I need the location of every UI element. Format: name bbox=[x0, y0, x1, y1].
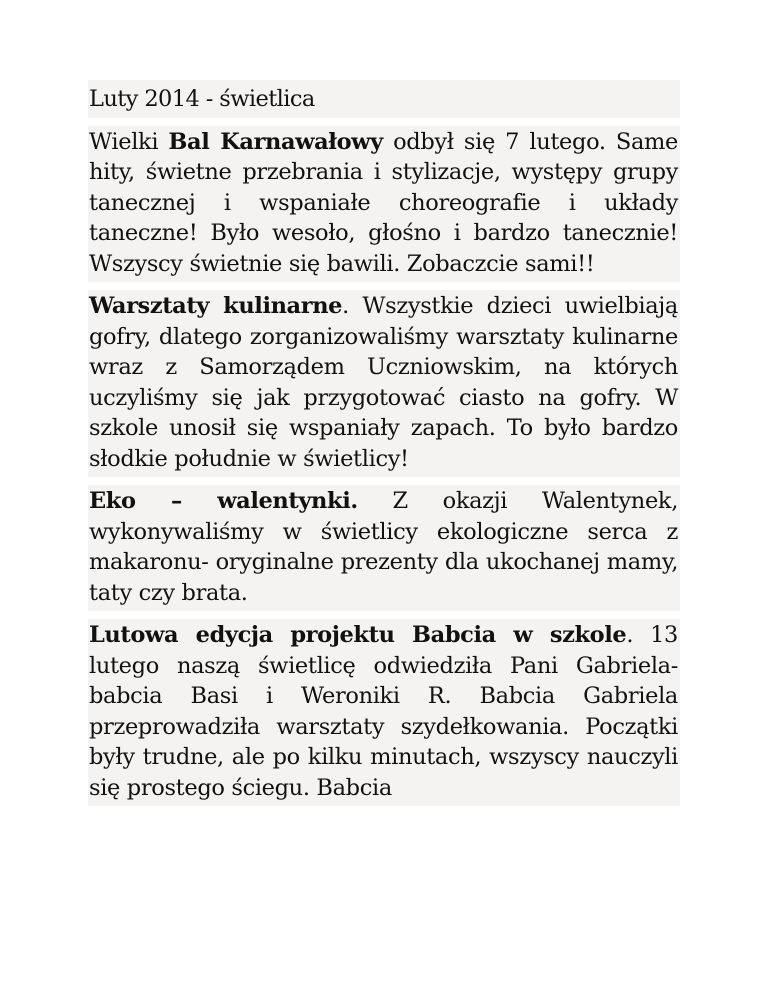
paragraph-heading: Eko – walentynki. bbox=[89, 488, 358, 514]
paragraph-eco-valentines bbox=[88, 485, 680, 611]
paragraph-prefix: Wielki bbox=[89, 128, 169, 155]
document-title: Luty 2014 - świetlica bbox=[88, 80, 680, 118]
document-page bbox=[88, 80, 680, 994]
paragraph-grandma-project bbox=[88, 619, 680, 806]
paragraph-heading: Bal Karnawałowy bbox=[168, 128, 383, 155]
paragraph-carnival-ball bbox=[88, 126, 680, 283]
paragraph-body: odbył się 7 lutego. Same hity, świetne przebrania i stylizacje, występy grupy tanecznej i wspaniałe choreografie i układy taneczne! Było wesoło, głośno i bardzo tanecznie! Wszyscy świetnie się bawili. Zobaczcie sami!! bbox=[89, 128, 678, 277]
paragraph-cooking-workshop bbox=[88, 290, 680, 477]
paragraph-body: Z okazji Walentynek, wykonywaliśmy w świetlicy ekologiczne serca z makaronu- oryginalne prezenty dla ukochanej mamy, taty czy brata. bbox=[89, 488, 679, 606]
paragraph-body: . Wszystkie dzieci uwielbiają gofry, dlatego zorganizowaliśmy warsztaty kulinarne wraz z Samorządem Uczniowskim, na których uczyliśmy się jak przygotować ciasto na gofry. W szkole unosił się wspaniały zapach. To było bardzo słodkie południe w świetlicy! bbox=[89, 293, 678, 472]
paragraph-heading: Warsztaty kulinarne bbox=[89, 293, 343, 319]
paragraph-body: . 13 lutego naszą świetlicę odwiedziła Pani Gabriela- babcia Basi i Weroniki R. Babcia Gabriela przeprowadziła warsztaty szydełkowania. Początki były trudne, ale po kilku minutach, wszyscy nauczyli się prostego ściegu. Babcia bbox=[89, 622, 678, 801]
paragraph-heading: Lutowa edycja projektu Babcia w szkole bbox=[89, 622, 627, 648]
